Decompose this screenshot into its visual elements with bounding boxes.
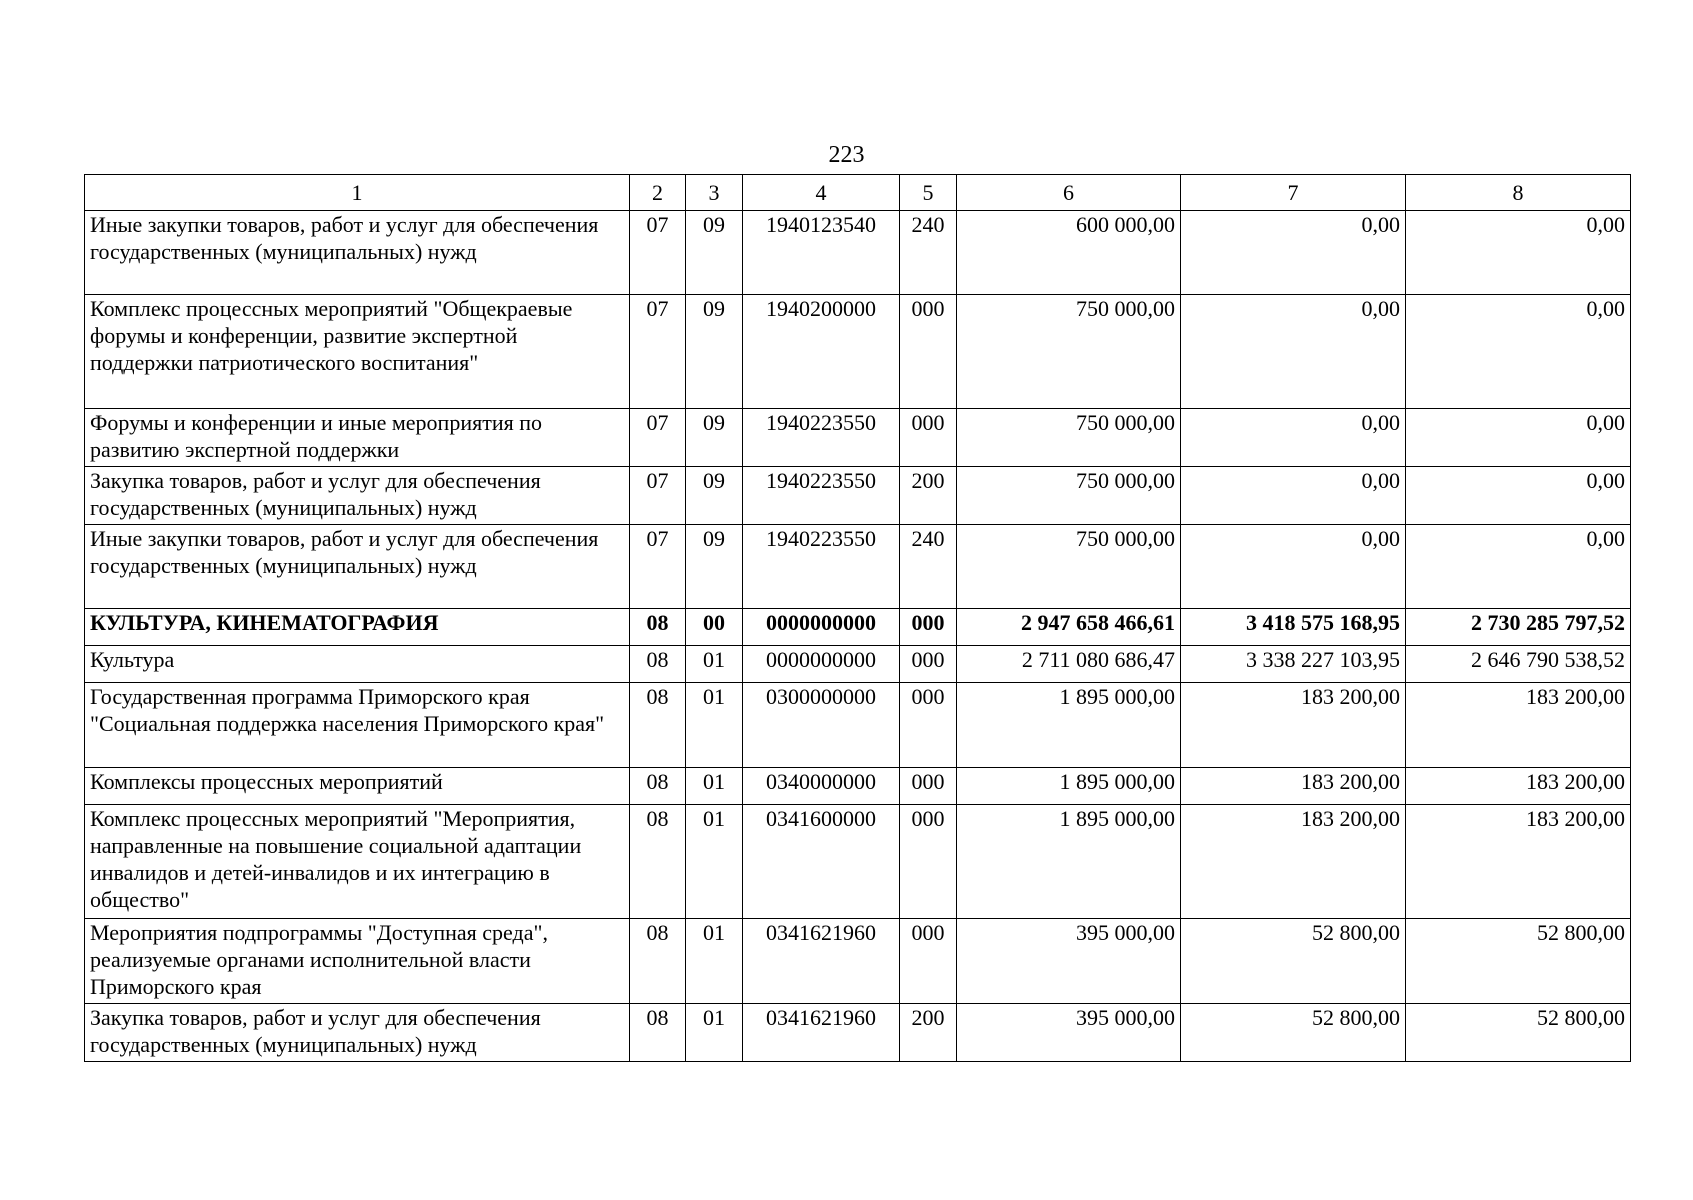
expense-type-code: 240 — [900, 211, 957, 295]
section-code: 07 — [630, 525, 686, 609]
expense-type-code: 200 — [900, 467, 957, 525]
target-article-code: 0340000000 — [743, 768, 900, 805]
amount-col-7: 183 200,00 — [1181, 768, 1406, 805]
section-code: 07 — [630, 211, 686, 295]
subsection-code: 01 — [686, 805, 743, 919]
expense-type-code: 240 — [900, 525, 957, 609]
amount-col-6: 600 000,00 — [957, 211, 1181, 295]
section-code: 08 — [630, 646, 686, 683]
amount-col-6: 2 711 080 686,47 — [957, 646, 1181, 683]
row-name: Форумы и конференции и иные мероприятия по развитию экспертной поддержки — [85, 409, 630, 467]
amount-col-7: 0,00 — [1181, 409, 1406, 467]
page-number: 223 — [828, 142, 865, 168]
amount-col-8: 52 800,00 — [1406, 919, 1631, 1004]
amount-col-8: 0,00 — [1406, 295, 1631, 409]
row-name: Комплексы процессных мероприятий — [85, 768, 630, 805]
column-header: 6 — [957, 175, 1181, 211]
row-name: Иные закупки товаров, работ и услуг для обеспечения государственных (муниципальных) нужд — [85, 525, 630, 609]
amount-col-7: 0,00 — [1181, 295, 1406, 409]
amount-col-8: 52 800,00 — [1406, 1004, 1631, 1062]
amount-col-7: 183 200,00 — [1181, 805, 1406, 919]
table-row — [85, 919, 1631, 1004]
amount-col-6: 395 000,00 — [957, 919, 1181, 1004]
amount-col-6: 2 947 658 466,61 — [957, 609, 1181, 646]
section-code: 08 — [630, 805, 686, 919]
subsection-code: 09 — [686, 211, 743, 295]
expense-type-code: 000 — [900, 646, 957, 683]
amount-col-6: 1 895 000,00 — [957, 683, 1181, 768]
column-header: 5 — [900, 175, 957, 211]
table-row — [85, 295, 1631, 409]
column-header: 1 — [85, 175, 630, 211]
row-name: Государственная программа Приморского края "Социальная поддержка населения Приморского края" — [85, 683, 630, 768]
amount-col-7: 3 338 227 103,95 — [1181, 646, 1406, 683]
row-name: Закупка товаров, работ и услуг для обеспечения государственных (муниципальных) нужд — [85, 467, 630, 525]
section-code: 08 — [630, 919, 686, 1004]
subsection-code: 01 — [686, 646, 743, 683]
amount-col-8: 0,00 — [1406, 467, 1631, 525]
table-row — [85, 646, 1631, 683]
amount-col-6: 750 000,00 — [957, 295, 1181, 409]
amount-col-7: 183 200,00 — [1181, 683, 1406, 768]
amount-col-8: 0,00 — [1406, 211, 1631, 295]
target-article-code: 1940223550 — [743, 525, 900, 609]
amount-col-7: 52 800,00 — [1181, 1004, 1406, 1062]
amount-col-8: 2 730 285 797,52 — [1406, 609, 1631, 646]
section-code: 07 — [630, 467, 686, 525]
amount-col-7: 0,00 — [1181, 525, 1406, 609]
column-header: 8 — [1406, 175, 1631, 211]
expense-type-code: 000 — [900, 919, 957, 1004]
table-row — [85, 1004, 1631, 1062]
amount-col-6: 750 000,00 — [957, 525, 1181, 609]
row-name: Комплекс процессных мероприятий "Мероприятия, направленные на повышение социальной адаптации инвалидов и детей-инвалидов и их интеграцию в общество" — [85, 805, 630, 919]
target-article-code: 0000000000 — [743, 646, 900, 683]
subsection-code: 00 — [686, 609, 743, 646]
column-header: 3 — [686, 175, 743, 211]
table-row — [85, 211, 1631, 295]
target-article-code: 0341621960 — [743, 919, 900, 1004]
section-code: 08 — [630, 768, 686, 805]
row-name: Иные закупки товаров, работ и услуг для обеспечения государственных (муниципальных) нужд — [85, 211, 630, 295]
expense-type-code: 000 — [900, 683, 957, 768]
amount-col-6: 1 895 000,00 — [957, 768, 1181, 805]
table-body — [85, 211, 1631, 1062]
table-row — [85, 805, 1631, 919]
subsection-code: 01 — [686, 919, 743, 1004]
expense-type-code: 200 — [900, 1004, 957, 1062]
expense-type-code: 000 — [900, 609, 957, 646]
column-numbers-row — [85, 175, 1631, 211]
table-row — [85, 609, 1631, 646]
target-article-code: 0341621960 — [743, 1004, 900, 1062]
column-header: 4 — [743, 175, 900, 211]
subsection-code: 09 — [686, 525, 743, 609]
row-name: КУЛЬТУРА, КИНЕМАТОГРАФИЯ — [85, 609, 630, 646]
target-article-code: 1940223550 — [743, 409, 900, 467]
column-header: 2 — [630, 175, 686, 211]
amount-col-6: 750 000,00 — [957, 467, 1181, 525]
table-row — [85, 467, 1631, 525]
row-name: Закупка товаров, работ и услуг для обеспечения государственных (муниципальных) нужд — [85, 1004, 630, 1062]
section-code: 08 — [630, 609, 686, 646]
budget-table — [84, 174, 1631, 1062]
table-row — [85, 768, 1631, 805]
expense-type-code: 000 — [900, 805, 957, 919]
amount-col-8: 183 200,00 — [1406, 683, 1631, 768]
table-row — [85, 525, 1631, 609]
section-code: 07 — [630, 409, 686, 467]
amount-col-8: 0,00 — [1406, 525, 1631, 609]
expense-type-code: 000 — [900, 768, 957, 805]
target-article-code: 1940200000 — [743, 295, 900, 409]
table-row — [85, 683, 1631, 768]
amount-col-6: 395 000,00 — [957, 1004, 1181, 1062]
target-article-code: 1940223550 — [743, 467, 900, 525]
expense-type-code: 000 — [900, 409, 957, 467]
subsection-code: 09 — [686, 467, 743, 525]
amount-col-7: 0,00 — [1181, 467, 1406, 525]
column-header: 7 — [1181, 175, 1406, 211]
target-article-code: 0341600000 — [743, 805, 900, 919]
subsection-code: 01 — [686, 768, 743, 805]
amount-col-8: 2 646 790 538,52 — [1406, 646, 1631, 683]
expense-type-code: 000 — [900, 295, 957, 409]
row-name: Культура — [85, 646, 630, 683]
row-name: Мероприятия подпрограммы "Доступная среда", реализуемые органами исполнительной власти Приморского края — [85, 919, 630, 1004]
target-article-code: 0300000000 — [743, 683, 900, 768]
subsection-code: 01 — [686, 1004, 743, 1062]
amount-col-8: 183 200,00 — [1406, 768, 1631, 805]
target-article-code: 0000000000 — [743, 609, 900, 646]
target-article-code: 1940123540 — [743, 211, 900, 295]
section-code: 08 — [630, 1004, 686, 1062]
subsection-code: 09 — [686, 295, 743, 409]
subsection-code: 01 — [686, 683, 743, 768]
subsection-code: 09 — [686, 409, 743, 467]
table-row — [85, 409, 1631, 467]
amount-col-8: 183 200,00 — [1406, 805, 1631, 919]
amount-col-7: 0,00 — [1181, 211, 1406, 295]
amount-col-6: 1 895 000,00 — [957, 805, 1181, 919]
amount-col-8: 0,00 — [1406, 409, 1631, 467]
section-code: 08 — [630, 683, 686, 768]
amount-col-7: 52 800,00 — [1181, 919, 1406, 1004]
amount-col-7: 3 418 575 168,95 — [1181, 609, 1406, 646]
row-name: Комплекс процессных мероприятий "Общекраевые форумы и конференции, развитие экспертной поддержки патриотического воспитания" — [85, 295, 630, 409]
section-code: 07 — [630, 295, 686, 409]
amount-col-6: 750 000,00 — [957, 409, 1181, 467]
